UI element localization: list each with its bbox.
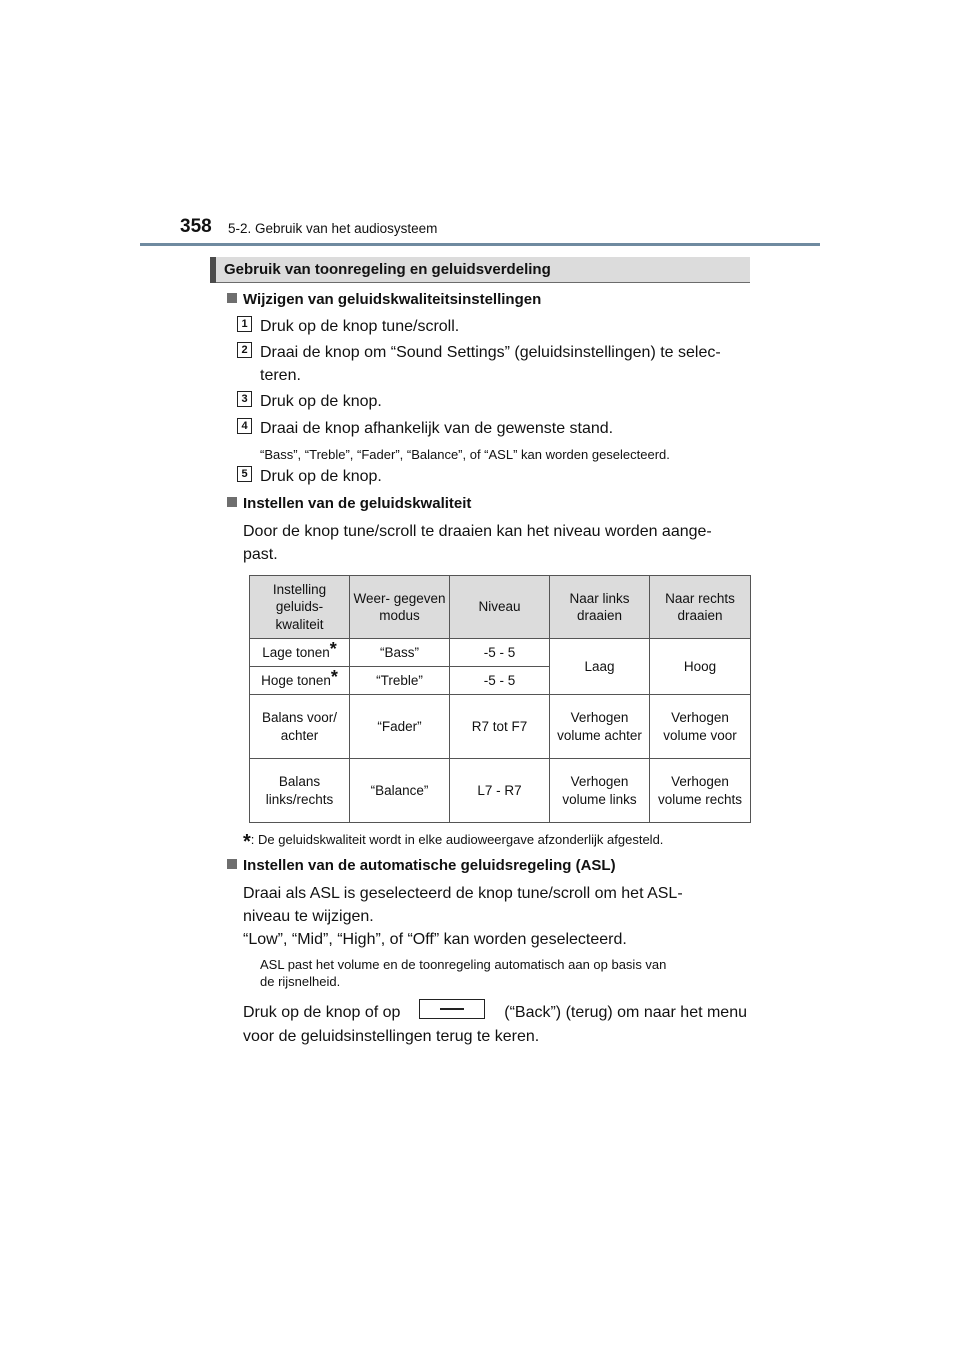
table-cell-right: Verhogen volume rechts xyxy=(650,759,751,823)
table-cell-right: Verhogen volume voor xyxy=(650,695,751,759)
table-cell-setting xyxy=(250,667,350,695)
asl-note-line2: de rijsnelheid. xyxy=(260,974,341,989)
step-number-1: 1 xyxy=(237,316,252,332)
table-cell-mode: “Balance” xyxy=(350,759,450,823)
table-cell-setting: Balans voor/ achter xyxy=(250,695,350,759)
back-instruction-line2: voor de geluidsinstellingen terug te keren. xyxy=(243,1028,540,1045)
page-number: 358 xyxy=(180,216,212,237)
table-row xyxy=(250,695,751,759)
step-5-text: Druk op de knop. xyxy=(260,468,382,485)
table-header-row xyxy=(250,576,751,639)
table-cell-setting: Balans links/rechts xyxy=(250,759,350,823)
asl-text-line3: “Low”, “Mid”, “High”, of “Off” kan worden geselecteerd. xyxy=(243,931,627,948)
table-cell-level: -5 - 5 xyxy=(450,639,550,667)
asl-text-line2: niveau te wijzigen. xyxy=(243,908,374,925)
bullet-square-icon xyxy=(227,293,237,303)
table-cell-level: R7 tot F7 xyxy=(450,695,550,759)
header-cell-mode: Weer- gegeven modus xyxy=(350,576,450,639)
back-instruction-line1 xyxy=(243,1001,747,1024)
chapter-title: 5-2. Gebruik van het audiosysteem xyxy=(228,221,438,236)
footnote-asterisk: * xyxy=(243,831,251,853)
table-cell-level: -5 - 5 xyxy=(450,667,550,695)
step-number-4: 4 xyxy=(237,418,252,434)
footnote-marker: * xyxy=(330,667,338,688)
table-cell-left: Laag xyxy=(550,639,650,695)
back-button-icon xyxy=(419,999,485,1019)
table-row xyxy=(250,759,751,823)
table-cell-right: Hoog xyxy=(650,639,751,695)
subheading-text: Instellen van de automatische geluidsregeling (ASL) xyxy=(243,857,616,874)
table-row xyxy=(250,639,751,667)
header-cell-turn-left: Naar links draaien xyxy=(550,576,650,639)
table-cell-mode: “Bass” xyxy=(350,639,450,667)
section-accent xyxy=(210,257,216,283)
table-cell-left: Verhogen volume links xyxy=(550,759,650,823)
header-divider xyxy=(140,243,820,246)
header-cell-level: Niveau xyxy=(450,576,550,639)
step-2-text-line1: Draai de knop om “Sound Settings” (geluidsinstellingen) te selec- xyxy=(260,344,721,361)
asl-note-line1: ASL past het volume en de toonregeling automatisch aan op basis van xyxy=(260,957,667,972)
footnote-marker: * xyxy=(329,639,337,660)
footnote-text: : De geluidskwaliteit wordt in elke audioweergave afzonderlijk afgesteld. xyxy=(250,832,664,847)
setting-label: Hoge tonen xyxy=(261,672,331,688)
step-3-text: Druk op de knop. xyxy=(260,393,382,410)
table-cell-mode: “Treble” xyxy=(350,667,450,695)
table-cell-mode: “Fader” xyxy=(350,695,450,759)
table-cell-left: Verhogen volume achter xyxy=(550,695,650,759)
back-text-after: (“Back”) (terug) om naar het menu xyxy=(504,1004,747,1021)
subheading-asl xyxy=(227,857,616,874)
asl-text-line1: Draai als ASL is geselecteerd de knop tune/scroll om het ASL- xyxy=(243,885,683,902)
step-1-text: Druk op de knop tune/scroll. xyxy=(260,318,460,335)
step-2-text-line2: teren. xyxy=(260,367,301,384)
back-text-before: Druk op de knop of op xyxy=(243,1004,401,1021)
header-cell-turn-right: Naar rechts draaien xyxy=(650,576,751,639)
bullet-square-icon xyxy=(227,497,237,507)
subheading-text: Instellen van de geluidskwaliteit xyxy=(243,495,472,512)
step-number-2: 2 xyxy=(237,342,252,358)
step-number-3: 3 xyxy=(237,391,252,407)
section-heading-bar xyxy=(210,257,750,283)
table-cell-level: L7 - R7 xyxy=(450,759,550,823)
sound-settings-table xyxy=(249,575,751,823)
step-number-5: 5 xyxy=(237,466,252,482)
table-cell-setting xyxy=(250,639,350,667)
step-4-note: “Bass”, “Treble”, “Fader”, “Balance”, of “ASL” kan worden geselecteerd. xyxy=(260,447,670,462)
step-4-text: Draai de knop afhankelijk van de gewenste stand. xyxy=(260,420,614,437)
sound-quality-text-line1: Door de knop tune/scroll te draaien kan het niveau worden aange- xyxy=(243,523,712,540)
subheading-text: Wijzigen van geluidskwaliteitsinstellingen xyxy=(243,291,542,308)
section-title: Gebruik van toonregeling en geluidsverdeling xyxy=(224,261,551,278)
sound-quality-text-line2: past. xyxy=(243,546,278,563)
subheading-sound-quality xyxy=(227,495,471,512)
table-footnote xyxy=(243,830,664,853)
setting-label: Lage tonen xyxy=(262,644,330,660)
bullet-square-icon xyxy=(227,859,237,869)
header-cell-setting: Instelling geluids- kwaliteit xyxy=(250,576,350,639)
subheading-quality-settings xyxy=(227,291,541,308)
